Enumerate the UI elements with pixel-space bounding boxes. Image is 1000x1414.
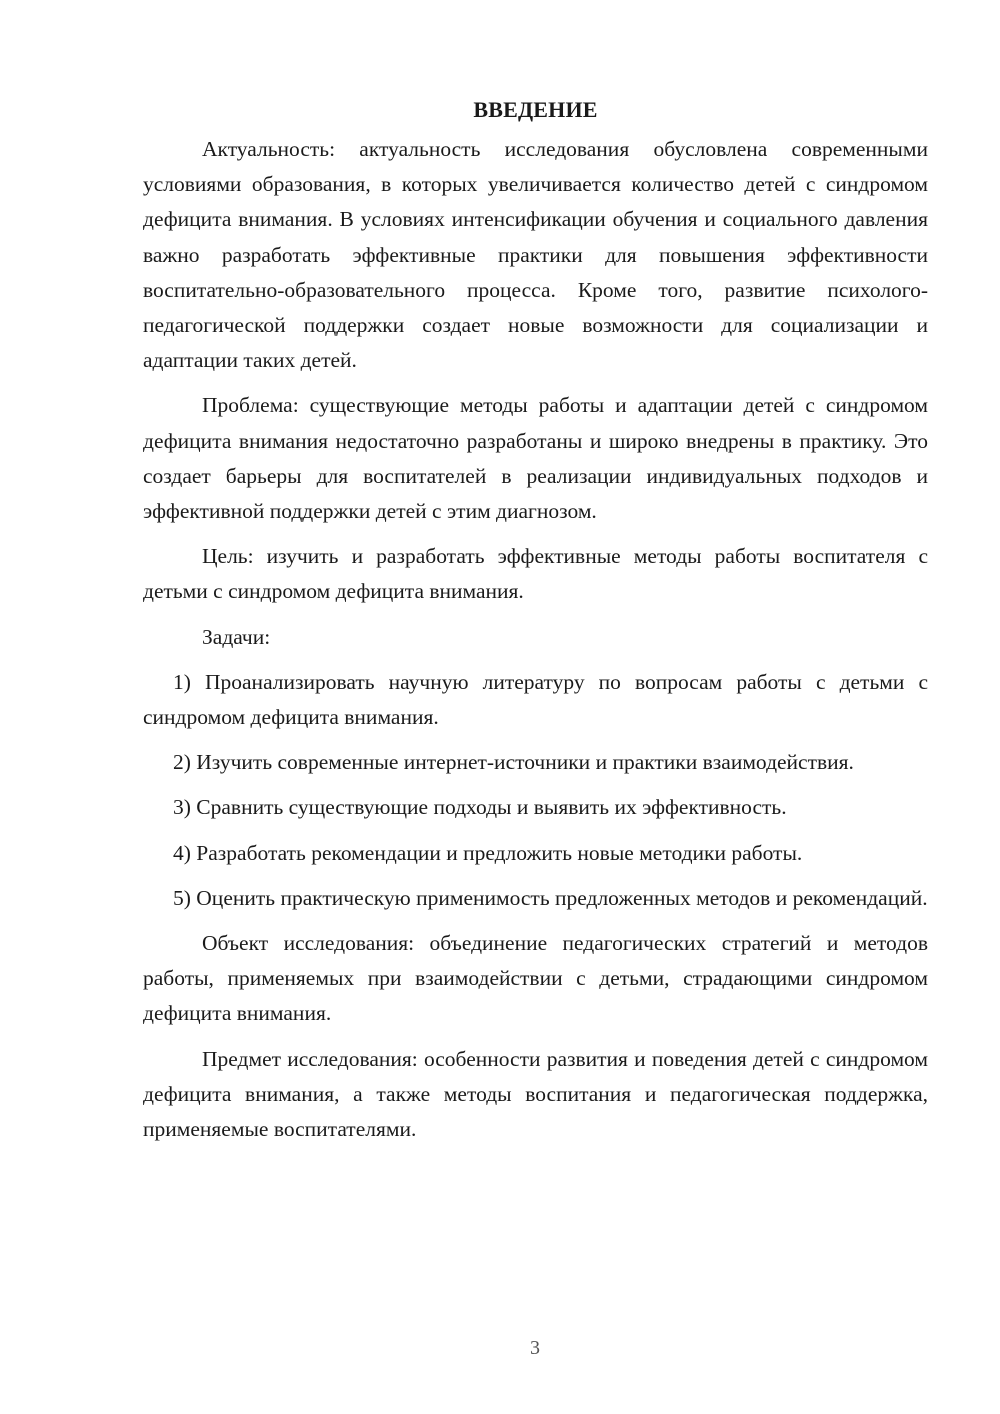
- problem-paragraph: Проблема: существующие методы работы и адаптации детей с синдромом дефицита внимания недостаточно разработаны и широко внедрены в практику. Это создает барьеры для воспитателей в реализации индивидуальных подходов и эффективной поддержки детей с этим диагнозом.: [143, 393, 928, 524]
- section-heading: ВВЕДЕНИЕ: [473, 97, 598, 122]
- task-item-2: 2) Изучить современные интернет-источники и практики взаимодействия.: [173, 750, 854, 775]
- task-item-1: 1) Проанализировать научную литературу по вопросам работы с детьми с синдромом дефицита внимания.: [143, 669, 928, 730]
- task-item-4: 4) Разработать рекомендации и предложить новые методики работы.: [173, 840, 803, 865]
- subject-paragraph: Предмет исследования: особенности развития и поведения детей с синдромом дефицита внимания, а также методы воспитания и педагогическая поддержка, применяемые воспитателями.: [143, 1046, 928, 1142]
- goal-paragraph: Цель: изучить и разработать эффективные методы работы воспитателя с детьми с синдромом дефицита внимания.: [143, 544, 928, 604]
- object-paragraph: Объект исследования: объединение педагогических стратегий и методов работы, применяемых при взаимодействии с детьми, страдающими синдромом дефицита внимания.: [143, 931, 928, 1026]
- relevance-paragraph: Актуальность: актуальность исследования обусловлена современными условиями образования, в которых увеличивается количество детей с синдромом дефицита внимания. В условиях интенсификации обучения и социального давления важно разработать эффективные практики для повышения эффективности воспитательно-образовательного процесса. Кроме того, развитие психолого-педагогической поддержки создает новые возможности для социализации и адаптации таких детей.: [143, 137, 928, 373]
- page-number: 3: [530, 1337, 540, 1359]
- tasks-label: Задачи:: [202, 624, 271, 649]
- task-item-3: 3) Сравнить существующие подходы и выявить их эффективность.: [173, 795, 787, 820]
- task-item-5: 5) Оценить практическую применимость предложенных методов и рекомендаций.: [173, 885, 928, 910]
- page-content: [143, 96, 928, 1147]
